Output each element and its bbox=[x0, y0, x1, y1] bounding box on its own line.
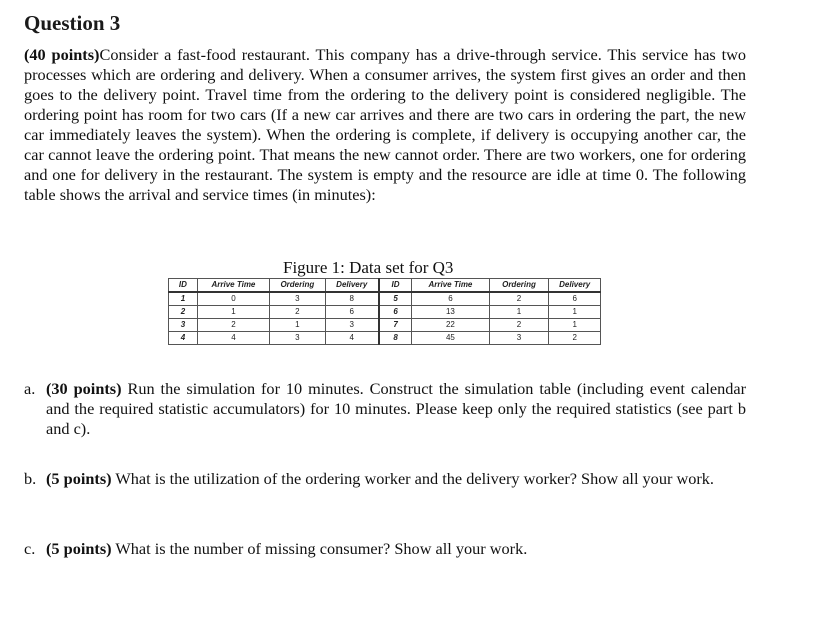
cell-ordering: 3 bbox=[270, 292, 326, 306]
part-points: (30 points) bbox=[46, 379, 122, 398]
cell-delivery: 4 bbox=[325, 332, 379, 345]
col-header-arrive-time: Arrive Time bbox=[197, 279, 269, 293]
cell-delivery: 1 bbox=[549, 306, 601, 319]
cell-delivery: 2 bbox=[549, 332, 601, 345]
question-heading: Question 3 bbox=[24, 11, 121, 35]
col-header-id-2: ID bbox=[379, 279, 412, 293]
cell-id: 4 bbox=[169, 332, 198, 345]
cell-id: 7 bbox=[379, 319, 412, 332]
part-points: (5 points) bbox=[46, 469, 112, 488]
table-row bbox=[169, 292, 601, 306]
data-table bbox=[168, 278, 601, 345]
col-header-id: ID bbox=[169, 279, 198, 293]
cell-arrive-time: 2 bbox=[197, 319, 269, 332]
part-label: a. bbox=[24, 379, 36, 398]
table-header-row bbox=[169, 279, 601, 293]
question-part-b bbox=[24, 469, 746, 489]
part-label: b. bbox=[24, 469, 37, 488]
cell-id: 3 bbox=[169, 319, 198, 332]
col-header-delivery-2: Delivery bbox=[549, 279, 601, 293]
cell-ordering: 3 bbox=[489, 332, 549, 345]
cell-arrive-time: 0 bbox=[197, 292, 269, 306]
cell-ordering: 3 bbox=[270, 332, 326, 345]
cell-ordering: 2 bbox=[489, 319, 549, 332]
cell-arrive-time: 45 bbox=[412, 332, 489, 345]
cell-arrive-time: 13 bbox=[412, 306, 489, 319]
cell-arrive-time: 6 bbox=[412, 292, 489, 306]
cell-arrive-time: 22 bbox=[412, 319, 489, 332]
col-header-arrive-time-2: Arrive Time bbox=[412, 279, 489, 293]
table-row bbox=[169, 306, 601, 319]
part-text: Run the simulation for 10 minutes. Construct the simulation table (including event calendar and the required statistic accumulators) for 10 minutes. Please keep only the required statistics (see part b and c). bbox=[46, 379, 747, 438]
points-label: (40 points) bbox=[24, 45, 100, 64]
cell-id: 5 bbox=[379, 292, 412, 306]
col-header-ordering-2: Ordering bbox=[489, 279, 549, 293]
cell-id: 8 bbox=[379, 332, 412, 345]
problem-statement bbox=[24, 45, 746, 205]
col-header-ordering: Ordering bbox=[270, 279, 326, 293]
cell-delivery: 8 bbox=[325, 292, 379, 306]
cell-delivery: 1 bbox=[549, 319, 601, 332]
table-row bbox=[169, 332, 601, 345]
cell-arrive-time: 4 bbox=[197, 332, 269, 345]
cell-delivery: 6 bbox=[549, 292, 601, 306]
figure-caption: Figure 1: Data set for Q3 bbox=[283, 258, 454, 277]
cell-ordering: 1 bbox=[270, 319, 326, 332]
part-text: What is the number of missing consumer? Show all your work. bbox=[115, 539, 528, 558]
cell-id: 6 bbox=[379, 306, 412, 319]
question-part-a bbox=[24, 379, 746, 439]
col-header-delivery: Delivery bbox=[325, 279, 379, 293]
part-text: What is the utilization of the ordering worker and the delivery worker? Show all your work. bbox=[115, 469, 714, 488]
cell-delivery: 6 bbox=[325, 306, 379, 319]
cell-arrive-time: 1 bbox=[197, 306, 269, 319]
cell-id: 2 bbox=[169, 306, 198, 319]
cell-ordering: 1 bbox=[489, 306, 549, 319]
table-row bbox=[169, 319, 601, 332]
question-part-c bbox=[24, 539, 746, 559]
problem-text: Consider a fast-food restaurant. This company has a drive-through service. This service has two processes which are ordering and delivery. When a consumer arrives, the system first gives an order and then goes to the delivery point. Travel time from the ordering to the delivery point is considered negligible. The ordering point has room for two cars (If a new car arrives and there are two cars in ordering the part, the new car immediately leaves the system). When the ordering is complete, if delivery is occupying another car, the car cannot leave the ordering point. That means the new cannot order. There are two workers, one for ordering and one for delivery in the restaurant. The system is empty and the resource are idle at time 0. The following table shows the arrival and service times (in minutes): bbox=[24, 45, 746, 204]
cell-delivery: 3 bbox=[325, 319, 379, 332]
cell-ordering: 2 bbox=[270, 306, 326, 319]
part-points: (5 points) bbox=[46, 539, 112, 558]
cell-id: 1 bbox=[169, 292, 198, 306]
part-label: c. bbox=[24, 539, 36, 558]
cell-ordering: 2 bbox=[489, 292, 549, 306]
